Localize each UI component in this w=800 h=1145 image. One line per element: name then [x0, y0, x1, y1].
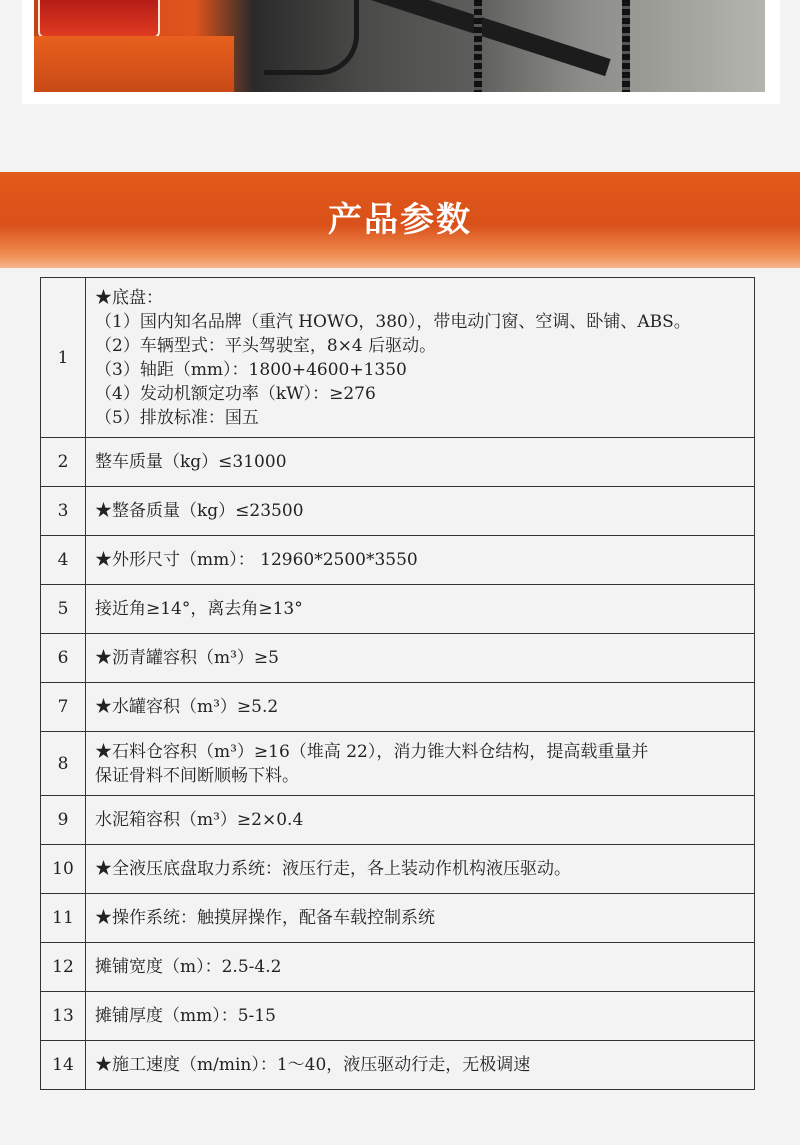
row-number: 1 [41, 278, 86, 438]
spec-cell [86, 438, 755, 487]
spec-cell [86, 585, 755, 634]
table-row [41, 585, 755, 634]
spec-text: 接近角≥14°，离去角≥13° [95, 599, 303, 619]
spec-cell [86, 845, 755, 894]
table-row [41, 796, 755, 845]
spreader-bar [367, 0, 610, 76]
spec-text: 保证骨料不间断顺畅下料。 [95, 765, 299, 786]
spec-cell [86, 992, 755, 1041]
spec-text: 摊铺宽度（m）：2.5-4.2 [95, 957, 282, 977]
truck-body [34, 36, 234, 92]
spec-text: ★沥青罐容积（m³）≥5 [95, 648, 279, 668]
spec-text: ★施工速度（m/min）：1～40，液压驱动行走，无极调速 [95, 1055, 531, 1075]
table-row [41, 845, 755, 894]
row-number: 10 [41, 845, 86, 894]
row-number: 5 [41, 585, 86, 634]
spec-text: ★整备质量（kg）≤23500 [95, 501, 304, 521]
spec-cell [86, 634, 755, 683]
table-row [41, 732, 755, 796]
table-row [41, 487, 755, 536]
spec-text: ★全液压底盘取力系统：液压行走，各上装动作机构液压驱动。 [95, 859, 571, 879]
section-title: 产品参数 [328, 199, 472, 240]
table-row [41, 992, 755, 1041]
spec-text: 摊铺厚度（mm）：5-15 [95, 1006, 276, 1026]
spec-text: ★底盘： [95, 287, 163, 308]
spec-cell [86, 943, 755, 992]
spec-cell [86, 278, 755, 438]
spec-cell [86, 796, 755, 845]
hydraulic-hose [264, 0, 359, 75]
table-row [41, 438, 755, 487]
row-number: 8 [41, 732, 86, 796]
table-row [41, 634, 755, 683]
section-banner [0, 172, 800, 268]
row-number: 7 [41, 683, 86, 732]
table-row [41, 943, 755, 992]
row-number: 11 [41, 894, 86, 943]
row-number: 12 [41, 943, 86, 992]
chain [474, 0, 482, 92]
spec-text: ★外形尺寸（mm）： 12960*2500*3550 [95, 550, 418, 570]
row-number: 9 [41, 796, 86, 845]
table-row [41, 1041, 755, 1090]
spec-text: （3）轴距（mm）：1800+4600+1350 [95, 359, 407, 380]
row-number: 14 [41, 1041, 86, 1090]
spec-table [40, 277, 755, 1090]
spec-cell [86, 487, 755, 536]
chain [622, 0, 630, 92]
spec-text: ★水罐容积（m³）≥5.2 [95, 697, 279, 717]
row-number: 3 [41, 487, 86, 536]
row-number: 6 [41, 634, 86, 683]
tail-lamp [38, 0, 160, 38]
table-row [41, 278, 755, 438]
spec-cell [86, 732, 755, 796]
spec-text: 整车质量（kg）≤31000 [95, 452, 287, 472]
spec-text: ★石料仓容积（m³）≥16（堆高 22），消力锥大料仓结构，提高载重量并 [95, 741, 649, 762]
spec-text: 水泥箱容积（m³）≥2×0.4 [95, 810, 304, 830]
row-number: 13 [41, 992, 86, 1041]
spec-text: （4）发动机额定功率（kW）：≥276 [95, 383, 376, 404]
spec-cell [86, 536, 755, 585]
spec-cell [86, 894, 755, 943]
row-number: 4 [41, 536, 86, 585]
row-number: 2 [41, 438, 86, 487]
spec-text: （2）车辆型式：平头驾驶室，8×4 后驱动。 [95, 335, 437, 356]
table-row [41, 536, 755, 585]
spec-text: （1）国内知名品牌（重汽 HOWO，380），带电动门窗、空调、卧铺、ABS。 [95, 311, 691, 332]
spec-text: ★操作系统：触摸屏操作，配备车载控制系统 [95, 908, 435, 928]
spec-text: （5）排放标准：国五 [95, 407, 259, 428]
spec-cell [86, 1041, 755, 1090]
table-row [41, 894, 755, 943]
product-photo [34, 0, 765, 92]
table-row [41, 683, 755, 732]
spec-cell [86, 683, 755, 732]
